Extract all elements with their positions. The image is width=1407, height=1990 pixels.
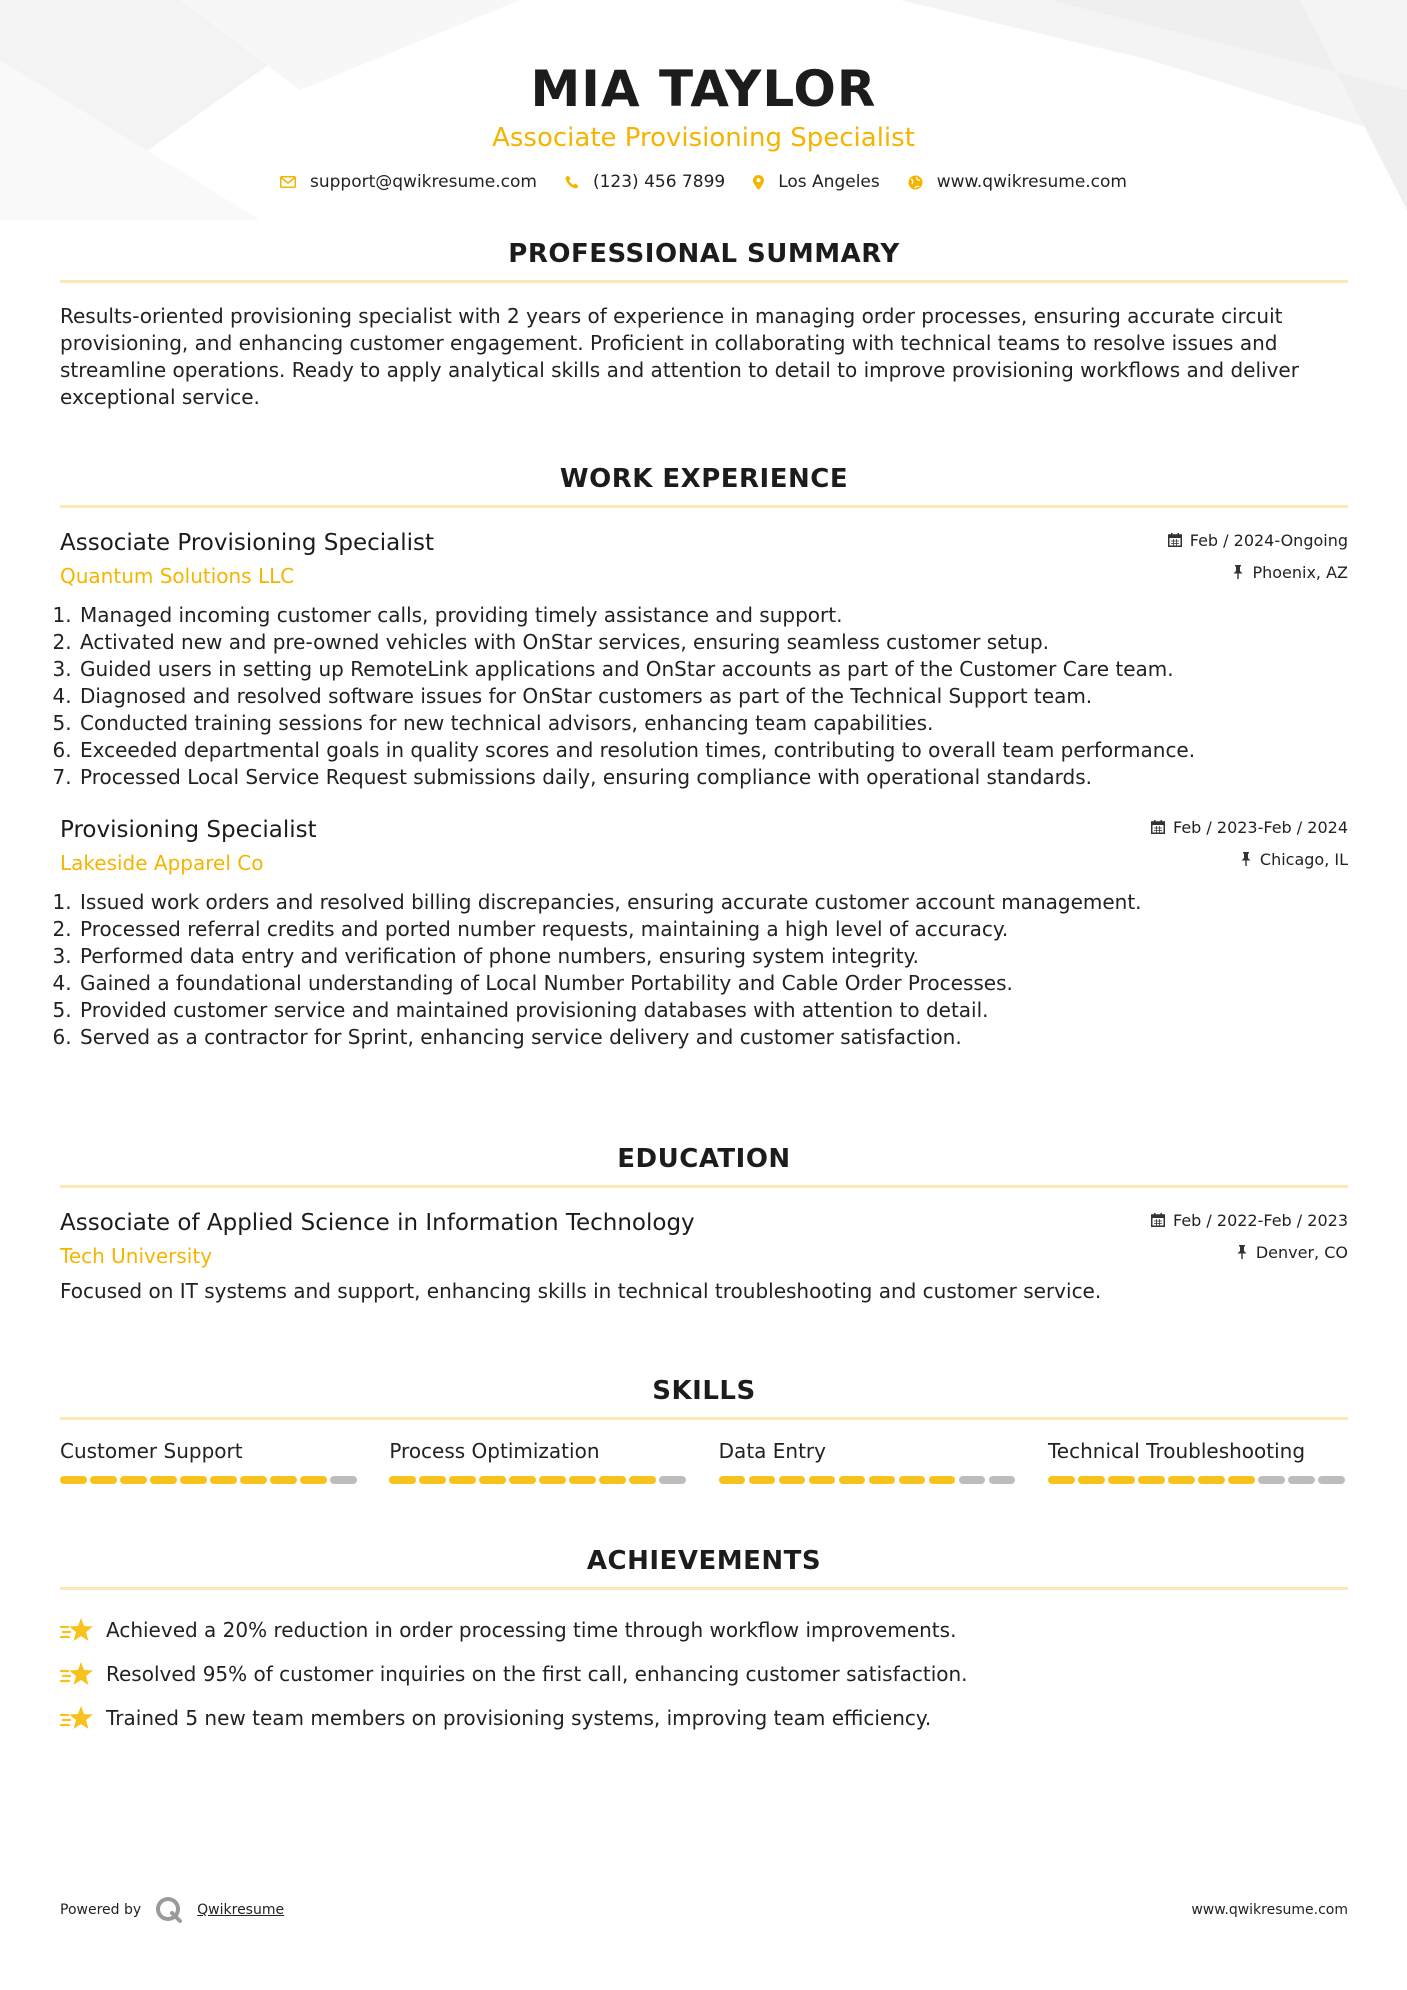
skill-segment-filled xyxy=(569,1476,596,1484)
job-entry xyxy=(60,528,1348,791)
skill-segment-filled xyxy=(419,1476,446,1484)
job-dates xyxy=(1151,815,1348,839)
skill-segment-filled xyxy=(1228,1476,1255,1484)
skill-segment-filled xyxy=(210,1476,237,1484)
skill-segment-filled xyxy=(1108,1476,1135,1484)
education-entry xyxy=(60,1208,1348,1305)
contact-email[interactable] xyxy=(280,172,537,192)
skill-segment-filled xyxy=(749,1476,776,1484)
section-divider xyxy=(60,505,1348,508)
degree-title: Associate of Applied Science in Information Technology xyxy=(60,1210,695,1236)
powered-by-label: Powered by xyxy=(60,1902,142,1918)
skill-segment-empty xyxy=(1318,1476,1345,1484)
list-item: 7. Processed Local Service Request submissions daily, ensuring compliance with operational standards. xyxy=(78,764,1348,791)
skill-segment-filled xyxy=(240,1476,267,1484)
section-divider xyxy=(60,280,1348,283)
skill-segment-filled xyxy=(779,1476,806,1484)
skill-segment-empty xyxy=(330,1476,357,1484)
skill-segment-filled xyxy=(1138,1476,1165,1484)
list-item: 6. Exceeded departmental goals in quality scores and resolution times, contributing to overall team performance. xyxy=(78,737,1348,764)
skill-segment-filled xyxy=(389,1476,416,1484)
achievements-section xyxy=(60,1545,1348,1740)
education-description: Focused on IT systems and support, enhancing skills in technical troubleshooting and customer service. xyxy=(60,1279,1102,1303)
calendar-icon xyxy=(1168,533,1182,547)
job-location xyxy=(1151,847,1348,871)
skill-segment-filled xyxy=(90,1476,117,1484)
skill-item xyxy=(719,1438,1019,1484)
skill-segment-empty xyxy=(1288,1476,1315,1484)
pushpin-icon xyxy=(1232,565,1244,579)
skill-segment-filled xyxy=(539,1476,566,1484)
skill-segment-filled xyxy=(719,1476,746,1484)
job-title: Provisioning Specialist xyxy=(60,817,317,843)
job-dates xyxy=(1168,528,1348,552)
job-location-text: Chicago, IL xyxy=(1259,849,1348,869)
school-name: Tech University xyxy=(60,1244,213,1268)
skill-segment-filled xyxy=(509,1476,536,1484)
skills-section xyxy=(60,1375,1348,1484)
contact-bar xyxy=(0,172,1407,192)
list-item: 3. Guided users in setting up RemoteLink applications and OnStar accounts as part of the Customer Care team. xyxy=(78,656,1348,683)
skill-name: Data Entry xyxy=(718,1439,826,1463)
skills-heading: SKILLS xyxy=(652,1376,756,1406)
achievement-list xyxy=(60,1608,1348,1740)
skill-segment-filled xyxy=(449,1476,476,1484)
qwikresume-logo-icon xyxy=(155,1896,183,1924)
education-location-text: Denver, CO xyxy=(1255,1242,1348,1262)
skills-row xyxy=(60,1438,1348,1484)
skill-segment-filled xyxy=(270,1476,297,1484)
contact-website[interactable] xyxy=(908,172,1127,192)
job-location xyxy=(1168,560,1348,584)
list-item: 5. Conducted training sessions for new technical advisors, enhancing team capabilities. xyxy=(78,710,1348,737)
list-item: 4. Diagnosed and resolved software issues for OnStar customers as part of the Technical Support team. xyxy=(78,683,1348,710)
job-entry xyxy=(60,815,1348,1051)
skill-segment-empty xyxy=(1258,1476,1285,1484)
achievement-item xyxy=(60,1696,1348,1740)
list-item: 2. Processed referral credits and ported number requests, maintaining a high level of accuracy. xyxy=(78,916,1348,943)
education-section xyxy=(60,1143,1348,1305)
globe-icon xyxy=(908,175,923,190)
job-title: Associate Provisioning Specialist xyxy=(60,530,435,556)
summary-section xyxy=(60,238,1348,411)
calendar-icon xyxy=(1151,820,1165,834)
shooting-star-icon xyxy=(60,1703,94,1733)
list-item: 2. Activated new and pre-owned vehicles with OnStar services, ensuring seamless customer setup. xyxy=(78,629,1348,656)
section-divider xyxy=(60,1587,1348,1590)
skill-segment-filled xyxy=(629,1476,656,1484)
skill-level-bar xyxy=(389,1476,689,1484)
skill-level-bar xyxy=(1048,1476,1348,1484)
skill-segment-filled xyxy=(1078,1476,1105,1484)
company-name: Lakeside Apparel Co xyxy=(60,851,264,875)
education-heading: EDUCATION xyxy=(617,1144,791,1174)
experience-heading: WORK EXPERIENCE xyxy=(559,464,849,494)
skill-segment-filled xyxy=(809,1476,836,1484)
skill-name: Process Optimization xyxy=(389,1439,600,1463)
skill-segment-filled xyxy=(1048,1476,1075,1484)
list-item: 4. Gained a foundational understanding of Local Number Portability and Cable Order Processes. xyxy=(78,970,1348,997)
phone-icon xyxy=(565,175,579,189)
candidate-name: MIA TAYLOR xyxy=(530,60,877,118)
duty-list xyxy=(60,889,1348,1051)
summary-heading: PROFESSIONAL SUMMARY xyxy=(508,239,900,269)
achievement-item xyxy=(60,1652,1348,1696)
skill-level-bar xyxy=(719,1476,1019,1484)
skill-segment-empty xyxy=(659,1476,686,1484)
achievements-heading: ACHIEVEMENTS xyxy=(586,1546,822,1576)
list-item: 6. Served as a contractor for Sprint, enhancing service delivery and customer satisfaction. xyxy=(78,1024,1348,1051)
education-dates xyxy=(1151,1208,1348,1232)
company-name: Quantum Solutions LLC xyxy=(60,564,295,588)
location-text: Los Angeles xyxy=(778,172,880,192)
skill-level-bar xyxy=(60,1476,360,1484)
achievement-text: Trained 5 new team members on provisioning systems, improving team efficiency. xyxy=(106,1706,932,1730)
skill-segment-filled xyxy=(300,1476,327,1484)
skill-segment-filled xyxy=(120,1476,147,1484)
skill-segment-filled xyxy=(869,1476,896,1484)
pushpin-icon xyxy=(1236,1245,1248,1259)
job-location-text: Phoenix, AZ xyxy=(1252,562,1348,582)
skill-item xyxy=(1048,1438,1348,1484)
list-item: 3. Performed data entry and verification of phone numbers, ensuring system integrity. xyxy=(78,943,1348,970)
summary-text: Results-oriented provisioning specialist with 2 years of experience in managing order processes, ensuring accurate circuit provisioning, and enhancing customer engagement. Proficient in collaborating with technical teams to resolve issues and streamline operations. Ready to apply analytical skills and attention to detail to improve provisioning workflows and deliver exceptional service. xyxy=(60,304,1299,409)
skill-segment-empty xyxy=(959,1476,986,1484)
experience-section xyxy=(60,463,1348,1051)
list-item: 1. Issued work orders and resolved billing discrepancies, ensuring accurate customer account management. xyxy=(78,889,1348,916)
skill-segment-filled xyxy=(1168,1476,1195,1484)
skill-segment-filled xyxy=(929,1476,956,1484)
section-divider xyxy=(60,1185,1348,1188)
phone-text: (123) 456 7899 xyxy=(592,172,726,192)
candidate-role: Associate Provisioning Specialist xyxy=(492,123,915,153)
powered-by xyxy=(60,1896,284,1924)
contact-phone[interactable] xyxy=(565,172,725,192)
skill-segment-filled xyxy=(150,1476,177,1484)
calendar-icon xyxy=(1151,1213,1165,1227)
skill-name: Customer Support xyxy=(60,1439,243,1463)
envelope-icon xyxy=(280,176,296,188)
list-item: 5. Provided customer service and maintained provisioning databases with attention to detail. xyxy=(78,997,1348,1024)
education-dates-text: Feb / 2022-Feb / 2023 xyxy=(1173,1210,1348,1230)
contact-location xyxy=(753,172,880,192)
skill-item xyxy=(389,1438,689,1484)
skill-item xyxy=(60,1438,360,1484)
job-dates-text: Feb / 2024-Ongoing xyxy=(1189,530,1348,550)
achievement-text: Achieved a 20% reduction in order processing time through workflow improvements. xyxy=(106,1618,957,1642)
skill-segment-filled xyxy=(60,1476,87,1484)
skill-segment-filled xyxy=(839,1476,866,1484)
email-text: support@qwikresume.com xyxy=(310,172,537,192)
shooting-star-icon xyxy=(60,1615,94,1645)
education-meta xyxy=(1151,1208,1348,1264)
skill-segment-filled xyxy=(599,1476,626,1484)
pushpin-icon xyxy=(1240,852,1252,866)
brand-link[interactable]: Qwikresume xyxy=(197,1902,285,1918)
job-meta xyxy=(1151,815,1348,871)
section-divider xyxy=(60,1417,1348,1420)
map-pin-icon xyxy=(753,175,764,190)
resume-header xyxy=(0,0,1407,192)
website-text: www.qwikresume.com xyxy=(936,172,1127,192)
skill-segment-filled xyxy=(479,1476,506,1484)
footer xyxy=(60,1896,1348,1924)
duty-list xyxy=(60,602,1348,791)
shooting-star-icon xyxy=(60,1659,94,1689)
education-location xyxy=(1151,1240,1348,1264)
list-item: 1. Managed incoming customer calls, providing timely assistance and support. xyxy=(78,602,1348,629)
skill-name: Technical Troubleshooting xyxy=(1047,1439,1306,1463)
achievement-item xyxy=(60,1608,1348,1652)
skill-segment-empty xyxy=(989,1476,1016,1484)
skill-segment-filled xyxy=(899,1476,926,1484)
job-meta xyxy=(1168,528,1348,584)
footer-website[interactable]: www.qwikresume.com xyxy=(1191,1902,1348,1918)
skill-segment-filled xyxy=(1198,1476,1225,1484)
job-dates-text: Feb / 2023-Feb / 2024 xyxy=(1173,817,1348,837)
skill-segment-filled xyxy=(180,1476,207,1484)
achievement-text: Resolved 95% of customer inquiries on the first call, enhancing customer satisfaction. xyxy=(106,1662,968,1686)
